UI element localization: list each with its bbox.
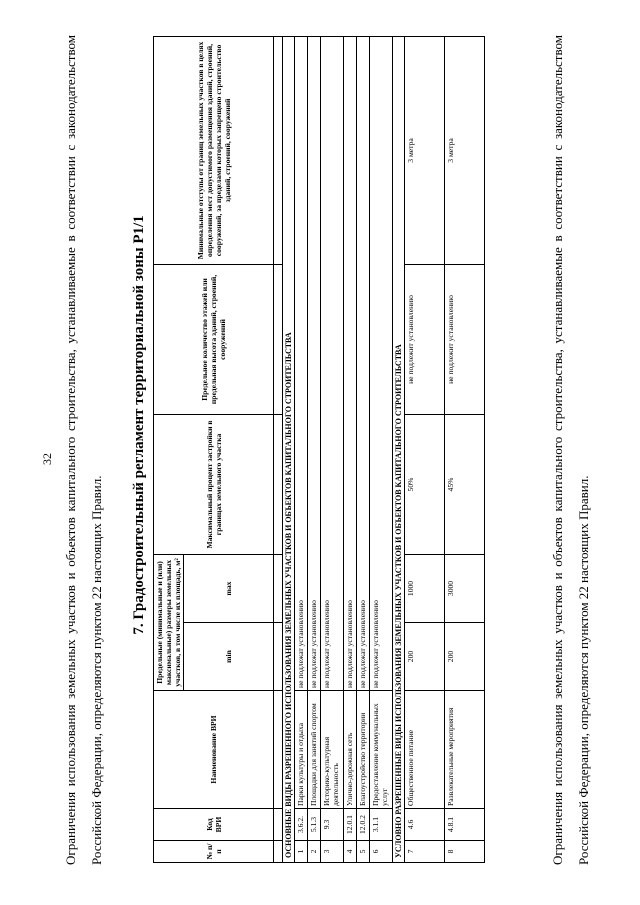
table-row (405, 36, 445, 862)
row-code: 4.8.1 (445, 809, 485, 841)
row-setback: 3 метра (405, 36, 445, 264)
table-row (295, 36, 308, 862)
table-row (308, 36, 321, 862)
row-num: 5 (357, 841, 370, 863)
restrictions-paragraph-bottom: Ограничения использования земельных участков и объектов капитального строительства, устанавливаемые в соответствии с законодательством Российской Федерации, определяются пунктом 22 настоящих Правил. (550, 35, 591, 865)
row-num: 1 (295, 841, 308, 863)
header-sizes: Предельные (минимальные и (или) максимальные) размеры земельных участков, в том числе их площадь, м² (154, 554, 184, 690)
row-min: 200 (445, 623, 485, 691)
row-name: Улично-дорожная сеть (344, 691, 357, 809)
header-percent: Максимальный процент застройки в границах земельного участка (154, 414, 274, 554)
header-code: Код ВРИ (154, 809, 274, 841)
row-note: не подлежат установлению (357, 36, 370, 690)
row-code: 12.0.2 (357, 809, 370, 841)
row-note: не подлежат установлению (370, 36, 393, 690)
row-name: Площадки для занятий спортом (308, 691, 321, 809)
row-max: 1000 (405, 554, 445, 622)
row-percent: 45% (445, 414, 485, 554)
header-floors: Предельное количество этажей или предельная высота зданий, строений, сооружений (154, 264, 274, 414)
row-num: 6 (370, 841, 393, 863)
row-percent: 50% (405, 414, 445, 554)
section-main-uses: ОСНОВНЫЕ ВИДЫ РАЗРЕШЕННОГО ИСПОЛЬЗОВАНИЯ ЗЕМЕЛЬНЫХ УЧАСТКОВ И ОБЪЕКТОВ КАПИТАЛЬНОГО СТРОИТЕЛЬСТВА (283, 36, 295, 862)
row-note: не подлежат установлению (295, 36, 308, 690)
row-num: 7 (405, 841, 445, 863)
page-number: 32 (40, 453, 54, 465)
header-max: max (184, 554, 274, 622)
row-max: 3000 (445, 554, 485, 622)
row-num: 2 (308, 841, 321, 863)
restrictions-paragraph-top: Ограничения использования земельных участков и объектов капитального строительства, устанавливаемые в соответствии с законодательством Российской Федерации, определяются пунктом 22 настоящих Правил. (63, 35, 104, 865)
table-row (445, 36, 485, 862)
row-code: 3.1.1 (370, 809, 393, 841)
row-name: Общественное питание (405, 691, 445, 809)
row-name: Историко-культурная деятельность (321, 691, 344, 809)
table-row (370, 36, 393, 862)
row-code: 9.3 (321, 809, 344, 841)
row-name: Благоустройство территории (357, 691, 370, 809)
row-min: 200 (405, 623, 445, 691)
header-setback: Минимальные отступы от границ земельных участков в целях определения мест допустимого размещения зданий, строений, сооружений, за пределами которых запрещено строительство зданий, строений, сооружений (154, 36, 274, 264)
row-code: 4.6 (405, 809, 445, 841)
row-floors: не подлежит установлению (445, 264, 485, 414)
row-code: 3.6.2. (295, 809, 308, 841)
row-name: Предоставление коммунальных услуг (370, 691, 393, 809)
row-note: не подлежат установлению (321, 36, 344, 690)
row-name: Развлекательные мероприятия (445, 691, 485, 809)
table-row (344, 36, 357, 862)
header-num: № п/п (154, 841, 274, 863)
row-num: 3 (321, 841, 344, 863)
row-note: не подлежат установлению (344, 36, 357, 690)
row-setback: 3 метра (445, 36, 485, 264)
zone-regulation-heading: 7. Градостроительный регламент территориальной зоны Р1/1 (131, 215, 147, 635)
row-num: 4 (344, 841, 357, 863)
row-code: 12.0.1 (344, 809, 357, 841)
row-num: 8 (445, 841, 485, 863)
row-code: 5.1.3 (308, 809, 321, 841)
row-note: не подлежат установлению (308, 36, 321, 690)
header-min: min (184, 623, 274, 691)
section-conditional-uses: УСЛОВНО РАЗРЕШЕННЫЕ ВИДЫ ИСПОЛЬЗОВАНИЯ ЗЕМЕЛЬНЫХ УЧАСТКОВ И ОБЪЕКТОВ КАПИТАЛЬНОГО СТРОИТЕЛЬСТВА (393, 36, 405, 862)
row-name: Парки культуры и отдыха (295, 691, 308, 809)
table-row (357, 36, 370, 862)
regulation-table (153, 36, 485, 863)
table-row (321, 36, 344, 862)
row-floors: не подлежит установлению (405, 264, 445, 414)
header-name: Наименование ВРИ (154, 691, 274, 809)
